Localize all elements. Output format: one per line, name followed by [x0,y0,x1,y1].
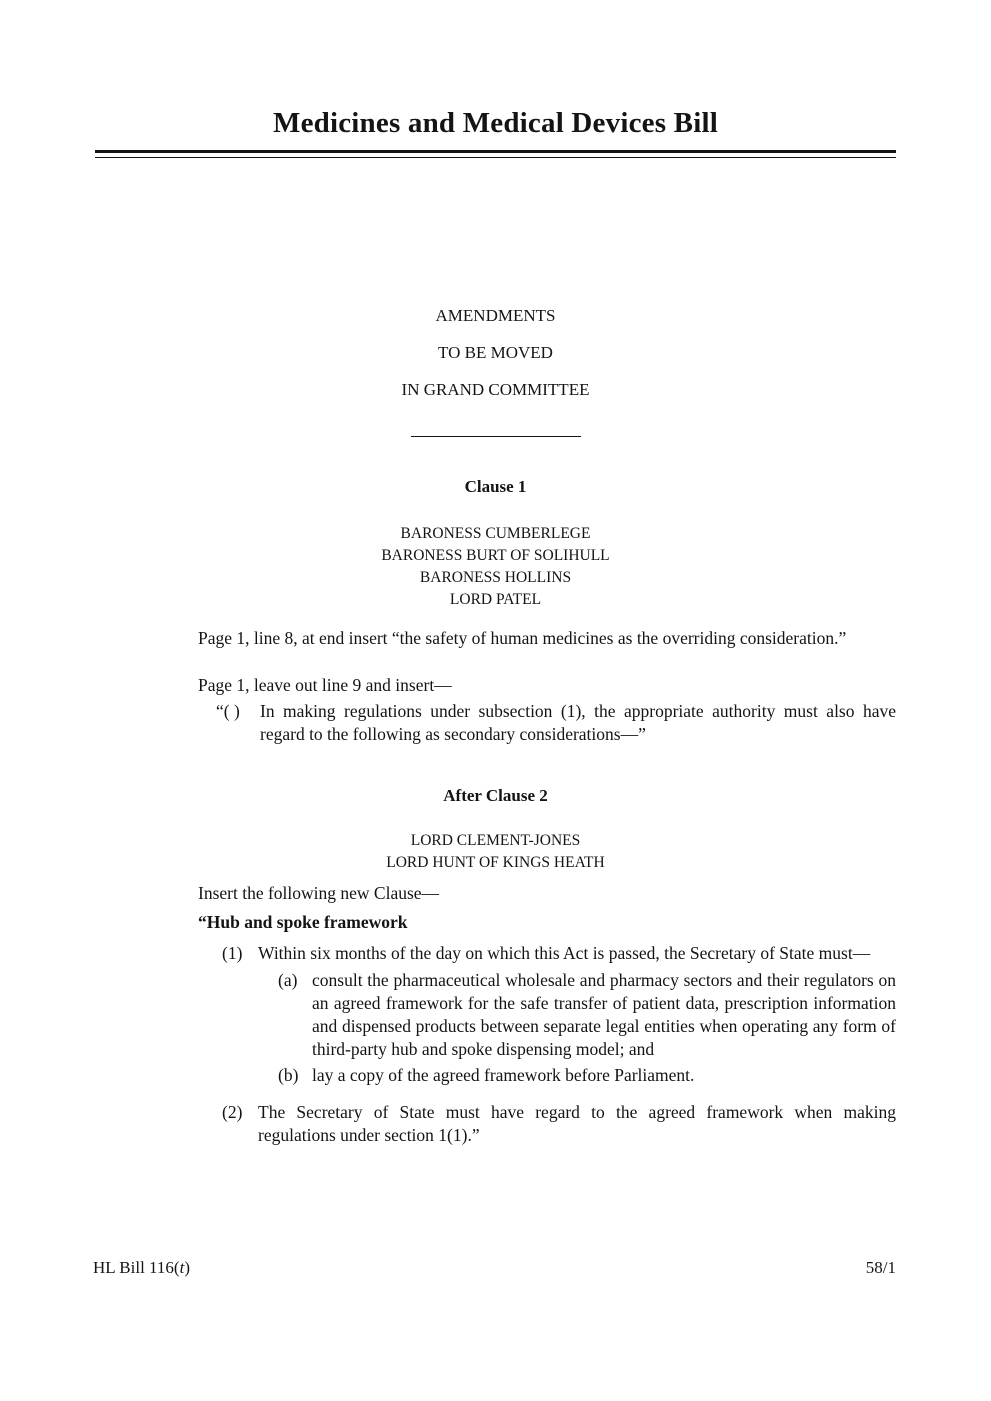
sponsor-name: BARONESS CUMBERLEGE [400,525,591,542]
clause-item-1 [222,942,896,965]
bill-reference-suffix: ) [184,1258,190,1277]
preamble-line-amendments: AMENDMENTS [435,306,556,325]
after-clause2-sponsors [95,830,896,874]
item-text: consult the pharmaceutical wholesale and pharmacy sectors and their regulators on an agreed framework for the safe transfer of patient data, prescription information and dispensed products between separate legal entities when operating any form of third-party hub and spoke dispensing model; and [312,970,896,1059]
after-clause2-heading: After Clause 2 [443,786,548,805]
sponsor-name: BARONESS BURT OF SOLIHULL [381,547,610,564]
clause1-heading: Clause 1 [464,477,527,496]
page-footer [93,1258,896,1278]
item-marker: (1) [222,943,243,963]
bill-reference-prefix: HL Bill 116( [93,1258,180,1277]
amendment-1-text: Page 1, line 8, at end insert “the safety of human medicines as the overriding consideration.” [198,628,847,648]
amendment-2-subsection [216,700,896,746]
page-title: Medicines and Medical Devices Bill [273,107,718,139]
clause-item-2 [222,1101,896,1147]
preamble [95,306,896,400]
sponsor-name: LORD HUNT OF KINGS HEATH [386,854,605,871]
item-marker: (a) [278,970,298,990]
bill-reference-italic: t [179,1258,185,1277]
new-clause-title: “Hub and spoke framework [198,912,408,932]
sponsor-name: LORD PATEL [449,591,542,608]
item-text: lay a copy of the agreed framework before Parliament. [312,1065,695,1085]
clause-item-a [278,969,896,1061]
divider-rule [411,436,581,437]
item-text: The Secretary of State must have regard to the agreed framework when making regulations under section 1(1).” [258,1102,896,1145]
title-rule-thick [95,150,896,153]
clause-item-b [278,1064,896,1087]
item-text: Within six months of the day on which this Act is passed, the Secretary of State must— [258,943,871,963]
item-marker: (2) [222,1102,243,1122]
amendment-2-intro: Page 1, leave out line 9 and insert— [198,675,452,695]
sponsor-name: BARONESS HOLLINS [419,569,572,586]
new-clause-intro: Insert the following new Clause— [198,883,440,903]
clause1-sponsors [95,523,896,611]
sheet-number: 58/1 [865,1258,896,1277]
subsection-marker: “( ) [216,701,240,721]
bill-reference [93,1258,190,1278]
subsection-text: In making regulations under subsection (1), the appropriate authority must also have regard to the following as secondary considerations—” [260,701,896,744]
preamble-line-to-be-moved: TO BE MOVED [438,343,553,362]
title-rule-thin [95,157,896,158]
item-marker: (b) [278,1065,299,1085]
preamble-line-in-grand-committee: IN GRAND COMMITTEE [401,380,590,399]
sponsor-name: LORD CLEMENT-JONES [410,832,581,849]
